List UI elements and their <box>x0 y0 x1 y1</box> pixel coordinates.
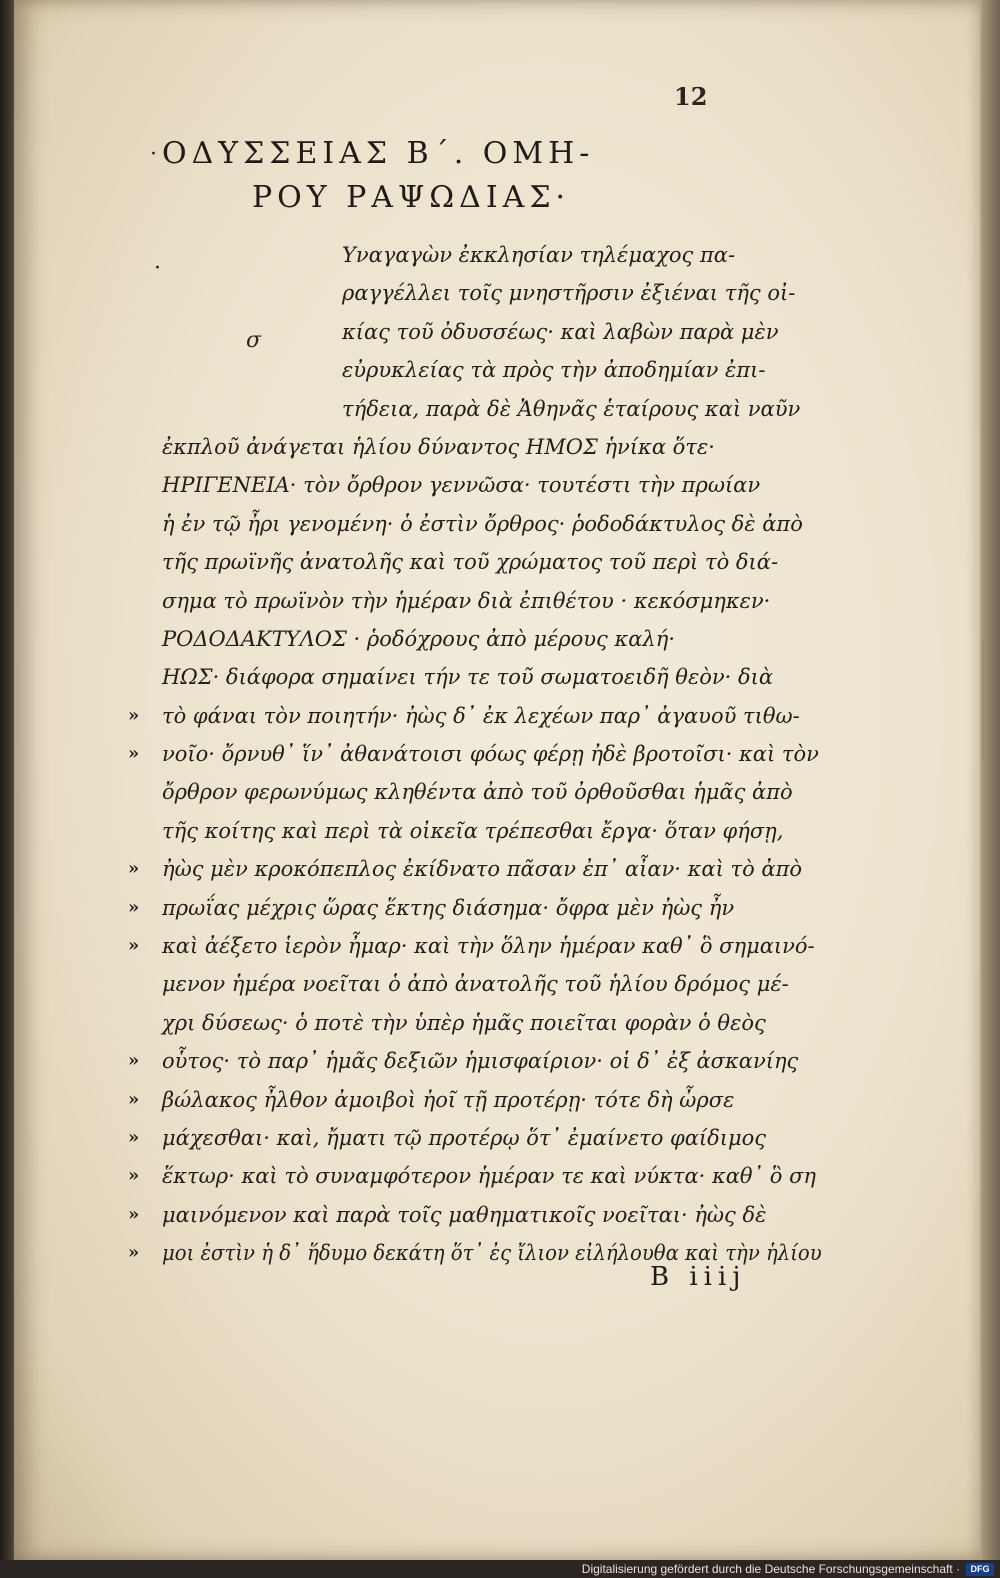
text-line <box>128 1157 822 1195</box>
text-line <box>162 620 822 658</box>
text-line <box>162 428 822 466</box>
signature-mark: B iiij <box>650 1262 747 1292</box>
text-line <box>128 735 822 773</box>
quotation-mark: » <box>128 896 140 918</box>
text-line <box>162 351 822 389</box>
text-line-content: ἐκπλοῦ ἀνάγεται ἡλίου δύναντος ΗΜΟΣ ἡνίκα ὅτε· <box>162 434 715 459</box>
text-line-content: ΡΟΔΟΔΑΚΤΥΛΟΣ · ῥοδόχρους ἀπὸ μέρους καλή· <box>162 626 675 651</box>
quotation-mark: » <box>128 1050 140 1072</box>
quotation-mark: » <box>128 1203 140 1225</box>
quotation-mark: » <box>128 1165 140 1187</box>
text-line-content: μοι ἐστὶν ἡ δ᾽ ἥδυμο δεκάτη ὅτ᾽ ἐς ἴλιον εἰλήλουθα καὶ τὴν ἡλίου <box>162 1241 822 1266</box>
text-line <box>128 889 822 927</box>
title-line-1: ΟΔΥΣΣΕΙΑΣ Β΄. ΟΜΗ- <box>162 136 595 171</box>
text-line-content: μάχεσθαι· καὶ, ἤματι τῷ προτέρῳ ὅτ᾽ ἐμαίνετο φαίδιμος <box>162 1125 767 1150</box>
text-line-content: σημα τὸ πρωϊνὸν τὴν ἡμέραν διὰ ἐπιθέτου · κεκόσμηκεν· <box>162 588 771 613</box>
text-line <box>162 274 822 312</box>
text-line-content: ἡ ἐν τῷ ἦρι γενομένη· ὁ ἐστὶν ὄρθρος· ῥοδοδάκτυλος δὲ ἀπὸ <box>162 511 803 536</box>
quotation-mark: » <box>128 704 140 726</box>
quotation-mark: » <box>128 1126 140 1148</box>
text-line-content: κίας τοῦ ὀδυσσέως· καὶ λαβὼν παρὰ μὲν <box>342 319 779 344</box>
text-line <box>128 1119 822 1157</box>
text-line-content: ΗΡΙΓΕΝΕΙΑ· τὸν ὄρθρον γεννῶσα· τουτέστι τὴν πρωίαν <box>162 473 761 498</box>
text-line-content: εὐρυκλείας τὰ πρὸς τὴν ἀποδημίαν ἐπι- <box>342 358 766 383</box>
quotation-mark: » <box>128 1088 140 1110</box>
text-line-content: πρωΐας μέχρις ὥρας ἕκτης διάσημα· ὄφρα μὲν ἠὼς ἦν <box>162 895 735 920</box>
text-line-content: ραγγέλλει τοῖς μνηστῆρσιν ἐξιέναι τῆς οἰ- <box>342 281 796 306</box>
text-line <box>128 850 822 888</box>
text-line-content: μενον ἡμέρα νοεῖται ὁ ἀπὸ ἀνατολῆς τοῦ ἡλίου δρόμος μέ- <box>162 972 789 997</box>
text-line-content: τήδεια, παρὰ δὲ Ἀθηνᾶς ἑταίρους καὶ ναῦν <box>342 396 801 421</box>
text-line <box>162 466 822 504</box>
text-line-content: οὗτος· τὸ παρ᾽ ἡμᾶς δεξιῶν ἡμισφαίριον· οἱ δ᾽ ἐξ ἀσκανίης <box>162 1049 799 1074</box>
text-line <box>162 1004 822 1042</box>
ornament-dot: · <box>154 256 161 281</box>
title-line-2: ΡΟΥ ΡΑΨΩΔΙΑΣ· <box>252 180 571 215</box>
margin-letter: σ <box>246 328 262 353</box>
text-line-content: ἕκτωρ· καὶ τὸ συναμφότερον ἡμέραν τε καὶ νύκτα· καθ᾽ ὃ ση <box>162 1164 816 1189</box>
text-line <box>162 658 822 696</box>
text-line-content: Υναγαγὼν ἐκκλησίαν τηλέμαχος πα- <box>342 243 736 267</box>
text-line-content: ὄρθρον φερωνύμως κληθέντα ἀπὸ τοῦ ὀρθοῦσθαι ἡμᾶς ἀπὸ <box>162 780 793 805</box>
footer-bar <box>0 1560 1000 1578</box>
text-line <box>162 812 822 850</box>
text-line <box>128 1081 822 1119</box>
text-line <box>128 1042 822 1080</box>
folio-number: 12 <box>674 82 708 111</box>
text-line-content: τῆς πρωϊνῆς ἀνατολῆς καὶ τοῦ χρώματος τοῦ περὶ τὸ διά- <box>162 550 779 575</box>
text-line-content: χρι δύσεως· ὁ ποτὲ τὴν ὑπὲρ ἡμᾶς ποιεῖται φορὰν ὁ θεὸς <box>162 1010 766 1035</box>
text-line <box>128 1196 822 1234</box>
text-line-content: καὶ ἀέξετο ἱερὸν ἦμαρ· καὶ τὴν ὅλην ἡμέραν καθ᾽ ὃ σημαινό- <box>162 934 815 959</box>
quotation-mark: » <box>128 1242 140 1264</box>
text-line <box>162 773 822 811</box>
quotation-mark: » <box>128 743 140 765</box>
text-line <box>128 927 822 965</box>
text-line-content: ΗΩΣ· διάφορα σημαίνει τήν τε τοῦ σωματοειδῆ θεὸν· διὰ <box>162 665 774 690</box>
text-block <box>128 236 822 1273</box>
dfg-logo: DFG <box>966 1563 994 1576</box>
text-line <box>162 313 822 351</box>
text-line <box>162 965 822 1003</box>
text-line-content: ἠὼς μὲν κροκόπεπλος ἐκίδνατο πᾶσαν ἐπ᾽ αἶαν· καὶ τὸ ἀπὸ <box>162 857 803 882</box>
text-line <box>162 582 822 620</box>
text-line <box>162 390 822 428</box>
text-line-content: νοῖο· ὄρνυθ᾽ ἵν᾽ ἀθανάτοισι φόως φέρῃ ἠδὲ βροτοῖσι· καὶ τὸν <box>162 742 819 767</box>
text-line <box>162 543 822 581</box>
text-line <box>162 505 822 543</box>
quotation-mark: » <box>128 858 140 880</box>
text-line <box>162 236 822 274</box>
ornament-dot: · <box>150 142 157 167</box>
dfg-credit: Digitalisierung gefördert durch die Deutsche Forschungsgemeinschaft · <box>581 1562 960 1576</box>
text-line <box>128 697 822 735</box>
text-line-content: τὸ φάναι τὸν ποιητήν· ἠὼς δ᾽ ἐκ λεχέων παρ᾽ ἀγαυοῦ τιθω- <box>162 703 800 728</box>
text-line-content: μαινόμενον καὶ παρὰ τοῖς μαθηματικοῖς νοεῖται· ἠὼς δὲ <box>162 1202 767 1227</box>
book-page <box>14 0 982 1560</box>
quotation-mark: » <box>128 935 140 957</box>
text-line-content: βώλακος ἦλθον ἀμοιβοὶ ἠοῖ τῇ προτέρῃ· τότε δὴ ὦρσε <box>162 1087 735 1112</box>
text-line-content: τῆς κοίτης καὶ περὶ τὰ οἰκεῖα τρέπεσθαι ἔργα· ὅταν φήσῃ, <box>162 818 784 843</box>
